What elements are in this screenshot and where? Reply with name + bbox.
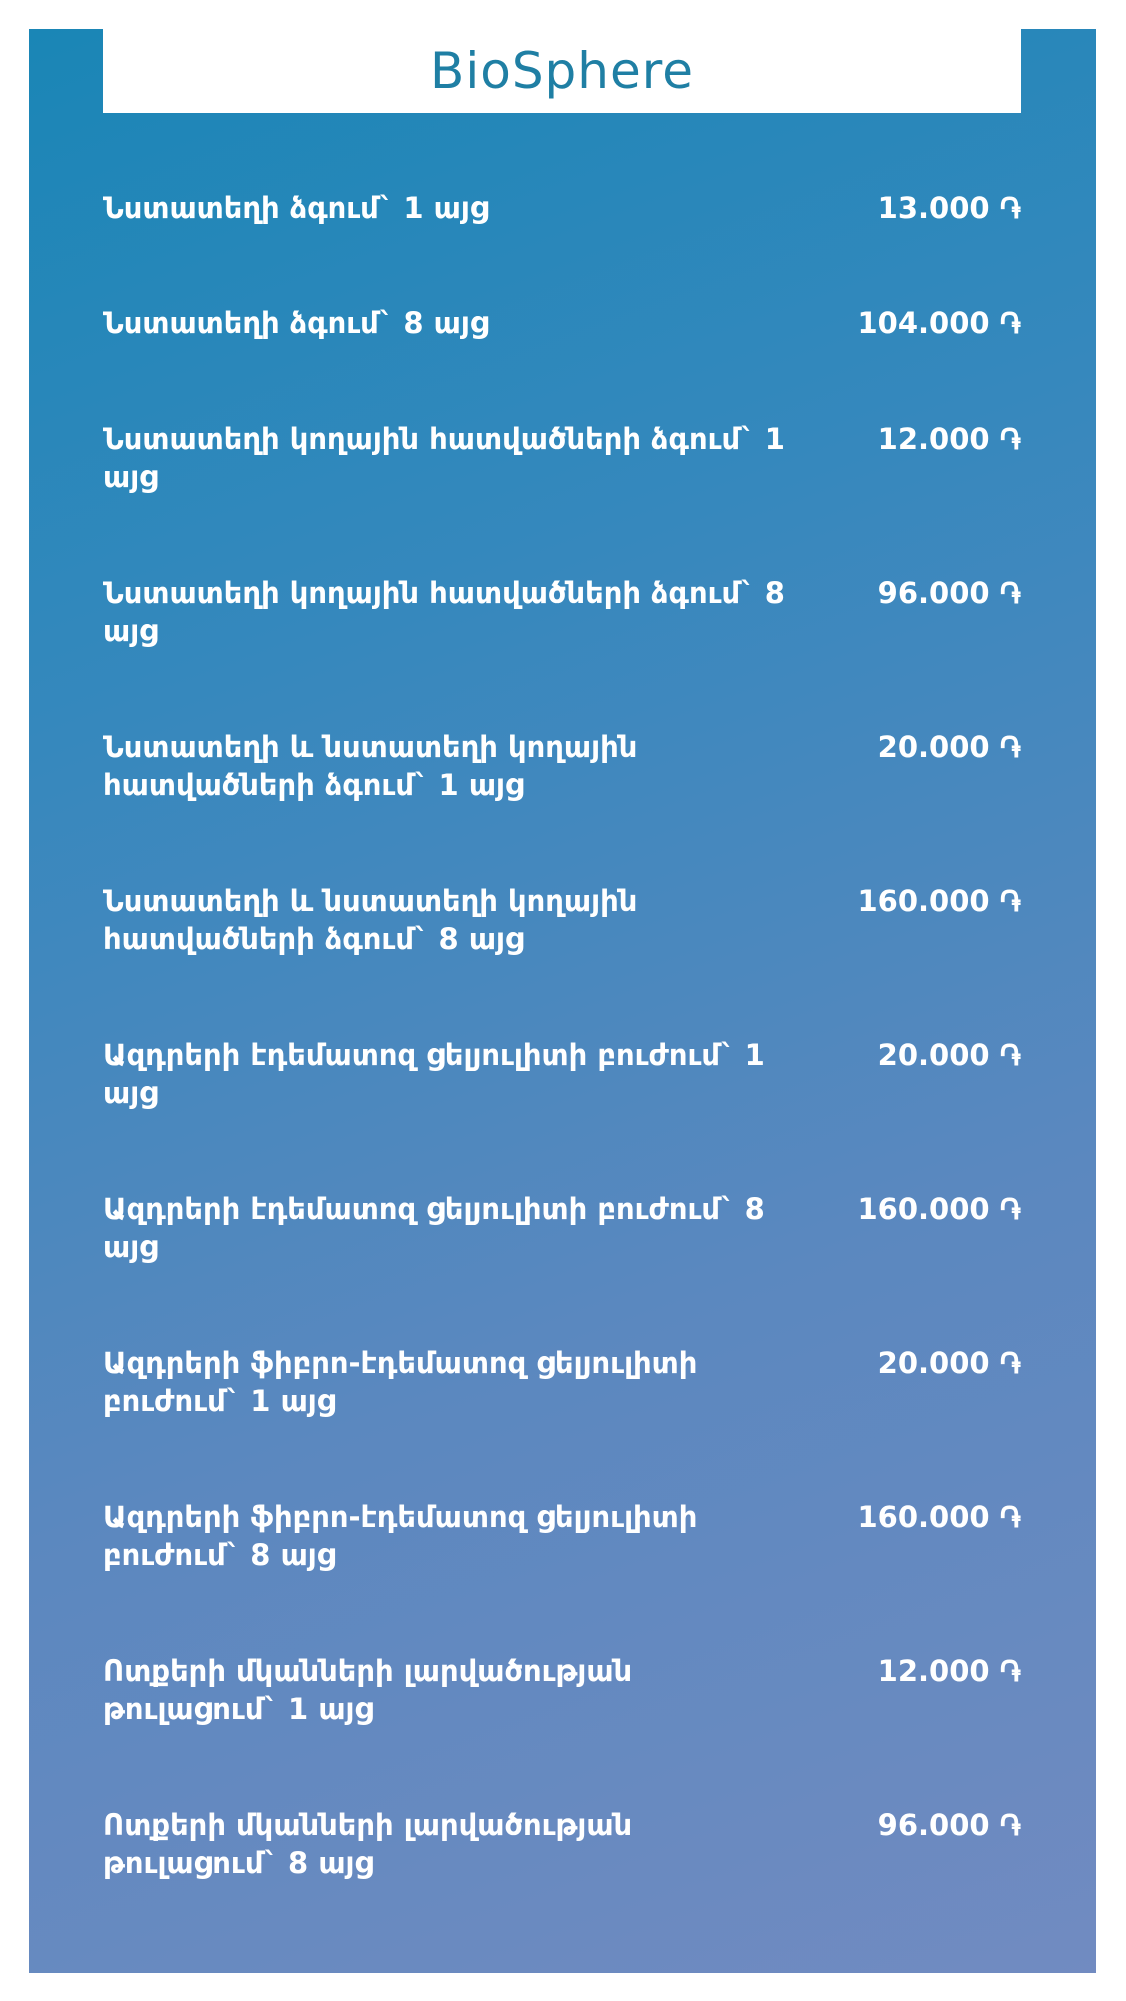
- service-row: [103, 420, 1021, 496]
- service-row: [103, 728, 1021, 804]
- service-name: Ազդրերի էդեմատոզ ցելյուլիտի բուժում` 1 այց: [103, 1038, 765, 1110]
- service-price: 160.000 ֏: [857, 1192, 1021, 1226]
- service-row: [103, 1806, 1021, 1882]
- service-row: [103, 1344, 1021, 1420]
- service-row: [103, 1190, 1021, 1266]
- service-name: Ազդրերի էդեմատոզ ցելյուլիտի բուժում` 8 այց: [103, 1192, 765, 1264]
- service-row: [103, 304, 1021, 342]
- service-name: Ազդրերի ֆիբրո-էդեմատոզ ցելյուլիտի բուժում` 8 այց: [103, 1500, 698, 1572]
- brand-title: BioSphere: [430, 42, 694, 100]
- service-row: [103, 882, 1021, 958]
- service-name: Նստատեղի ձգում` 8 այց: [103, 306, 489, 340]
- service-name: Նստատեղի և նստատեղի կողային հատվածների ձգում` 8 այց: [103, 884, 638, 956]
- service-name: Նստատեղի կողային հատվածների ձգում` 1 այց: [103, 422, 785, 494]
- service-price: 13.000 ֏: [877, 191, 1021, 225]
- service-name: Ոտքերի մկանների լարվածության թուլացում` 8 այց: [103, 1808, 633, 1880]
- service-price: 160.000 ֏: [857, 884, 1021, 918]
- service-price: 96.000 ֏: [877, 1808, 1021, 1842]
- service-price: 160.000 ֏: [857, 1500, 1021, 1534]
- service-price: 20.000 ֏: [877, 1038, 1021, 1072]
- service-price: 96.000 ֏: [877, 576, 1021, 610]
- service-name: Ազդրերի ֆիբրո-էդեմատոզ ցելյուլիտի բուժում` 1 այց: [103, 1346, 698, 1418]
- service-name: Նստատեղի և նստատեղի կողային հատվածների ձգում` 1 այց: [103, 730, 638, 802]
- service-row: [103, 1498, 1021, 1574]
- service-name: Ոտքերի մկանների լարվածության թուլացում` 1 այց: [103, 1654, 633, 1726]
- service-row: [103, 189, 1021, 227]
- service-row: [103, 574, 1021, 650]
- service-price: 12.000 ֏: [877, 1654, 1021, 1688]
- price-list-panel: [29, 29, 1096, 1973]
- service-price: 12.000 ֏: [877, 422, 1021, 456]
- service-price: 20.000 ֏: [877, 730, 1021, 764]
- service-row: [103, 1652, 1021, 1728]
- service-price: 20.000 ֏: [877, 1346, 1021, 1380]
- service-row: [103, 1036, 1021, 1112]
- brand-header: [103, 29, 1021, 113]
- service-price: 104.000 ֏: [857, 306, 1021, 340]
- service-name: Նստատեղի ձգում` 1 այց: [103, 191, 489, 225]
- service-name: Նստատեղի կողային հատվածների ձգում` 8 այց: [103, 576, 785, 648]
